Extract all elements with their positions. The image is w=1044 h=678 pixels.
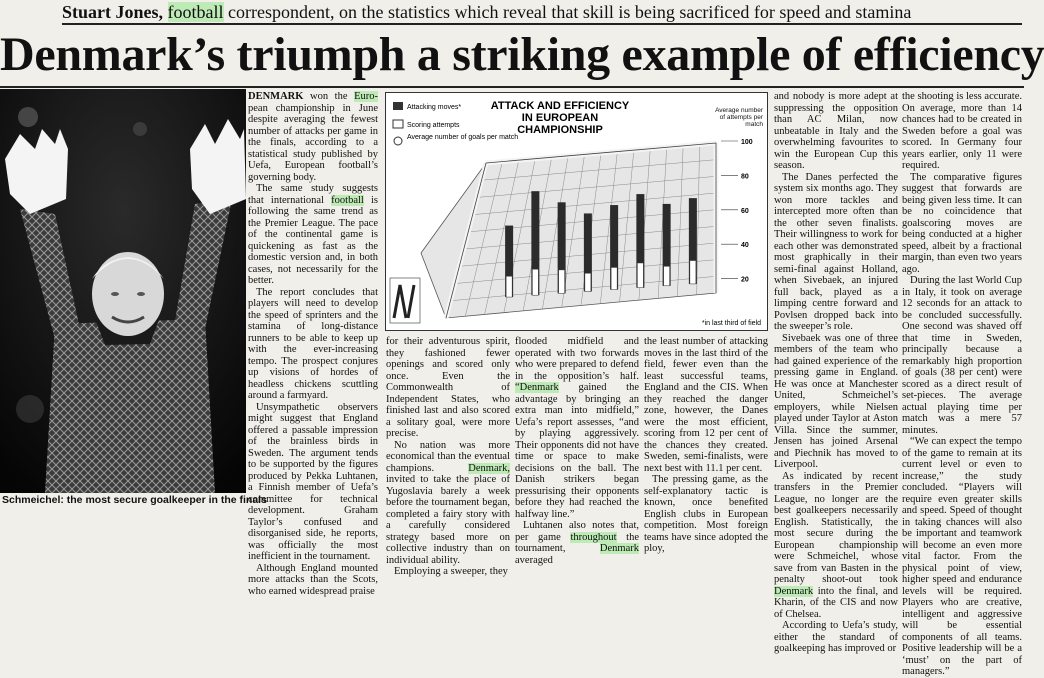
paragraph: During the last World Cup in Italy, it took on average 12 seconds for an attack to be concluded successfully. One second was shaved off that time in Sweden, principally because a remarkably high proportion of goals (38 per cent) were scored as a direct result of set-pieces. The average actual playing time per match was a mere 57 minutes.	[902, 275, 1022, 436]
paragraph	[774, 471, 898, 621]
highlight: “Denmark	[515, 382, 559, 393]
highlight: Denmark	[774, 585, 814, 597]
text-span: Luhtanen also notes that, per game	[515, 520, 639, 543]
paragraph: Sivebaek was one of three members of the team who had gained experience of the pressing game in England. He was once at Manchester United, Schmeichel’s employers, while Nielsen played under Taylor at Aston Villa. Since the summer, Jensen has joined Arsenal and Piechnik has moved to Liverpool.	[774, 332, 898, 470]
lead-word: DENMARK	[248, 91, 304, 102]
bar-scoring	[664, 266, 670, 286]
legend-label: Average number of goals per match	[407, 134, 519, 141]
legend-swatch-scoring	[393, 120, 403, 128]
tick-label: 60	[741, 207, 749, 215]
chart-title-line: CHAMPIONSHIP	[517, 124, 603, 136]
chart-footnote: *in last third of field	[701, 320, 761, 327]
paragraph: Employing a sweeper, they	[394, 566, 508, 577]
goalkeeper-photo	[0, 89, 246, 493]
euro-92-logo	[390, 278, 420, 323]
chart-title-line: ATTACK AND EFFICIENCY	[490, 100, 630, 112]
paragraph: and nobody is more adept at suppressing the opposition than AC Milan, now unbeatable in Italy and the overwhelming favourites to win the European Cup this season.	[774, 91, 898, 171]
headline-rule	[0, 86, 1024, 88]
paragraph	[248, 183, 378, 287]
chart-title-line: IN EUROPEAN	[521, 112, 599, 124]
tick-label: 20	[741, 276, 749, 284]
paragraph: The comparative figures suggest that forwards are being given less time. It can be no coincidence that goalscoring moves are being conducted at a higher speed, albeit by a fractional margin, than even two years ago.	[902, 171, 1022, 275]
legend-swatch-goals	[394, 137, 402, 145]
lead-highlight: Euro-	[354, 91, 378, 102]
goal-net	[421, 143, 716, 318]
bar-scoring	[506, 276, 512, 297]
text-span: The same study suggests that international	[248, 183, 378, 206]
paragraph: Unsympathetic observers might suggest that England offered a passable impression of the brainless birds in Sweden. The argument tends to be supported by the figures produced by Pekka Luhtanen, a Finnish member of Uefa’s committee for technical development. Graham Taylor’s confused and disorganised side, he reports, was officially the most inefficient in the tournament.	[248, 401, 378, 562]
paragraph: The pressing game, as the self-explanatory tactic is known, once benefited English clubs in European competition. Most foreign teams have since adopted the ploy,	[644, 474, 768, 554]
tick-label: 80	[741, 173, 749, 181]
axis-label: Average number of attempts per match	[715, 107, 763, 128]
text-span: the tournament,	[515, 531, 639, 554]
paragraph: Although England mounted more attacks than the Scots, who earned widespread praise	[248, 562, 378, 597]
bar-scoring	[532, 269, 538, 295]
bar-scoring	[559, 270, 565, 293]
article-column-1	[248, 91, 379, 597]
article-column-5	[774, 91, 898, 654]
text-span: invited to take the place of Yugoslavia barely a week before the tournament began, completed a fairy story with a carefully considered strategy based more on collective industry than on individual ability.	[386, 474, 510, 566]
text-span: flooded midfield and operated with two forwards who were prepared to defend in the opposition’s half.	[515, 336, 639, 382]
photo-caption: Schmeichel: the most secure goalkeeper in the finals	[2, 494, 267, 506]
paragraph: for their adventurous spirit, they fashioned fewer openings and scored only once. Even the Commonwealth of Independent States, who finished last and also scored a solitary goal, were more precise.	[386, 336, 510, 439]
tick-label: 40	[741, 242, 749, 250]
paragraph: According to Uefa’s study, either the standard of goalkeeping has improved or	[774, 620, 898, 654]
text-span: gained the advantage by bringing an extra man into midfield,” Uefa’s report assesses, “and by playing aggressively. Their opponents did not have time or space to make decisions on the ball. The Danish strikers began pressurising their opponents before they had reached the halfway line.”	[515, 382, 639, 520]
tick-label: 100	[741, 139, 753, 146]
text-span: is following the same trend as the Premier League. The pace of the continental game is quickening as fast as the domestic version and, in both cases, not necessarily for the better.	[248, 194, 379, 286]
byline-name: Stuart Jones,	[62, 2, 164, 22]
legend-label: Attacking moves*	[407, 104, 462, 111]
highlight: throughout	[570, 531, 617, 543]
text-span: into the final, and Kharin, of the CIS and now of Chelsea.	[774, 585, 898, 620]
kicker-line	[62, 1, 1022, 25]
paragraph: “We can expect the tempo of the game to remain at its current level or even to increase,” the study concluded. “Players will require even greater skills and speed. Speed of thought in taking chances will also be important and teamwork will become an even more vital factor. From the physical point of view, higher speed and endurance levels will be required. Players who are creative, intelligent and aggressive will be essential components of all teams. Positive leadership will be a ‘must’ on the part of managers.”	[902, 436, 1022, 677]
paragraph	[386, 440, 510, 567]
bar-scoring	[637, 263, 643, 288]
paragraph: the shooting is less accurate. On average, more than 14 chances had to be created in Sweden before a goal was scored. In Germany four years earlier, only 11 were required.	[902, 91, 1022, 171]
legend-swatch-attacking	[393, 102, 403, 110]
lead-mid: won the	[310, 91, 348, 102]
article-column-3	[515, 336, 639, 566]
article-column-2	[386, 336, 510, 577]
paragraph: The Danes perfected the system six months ago. They won more tackles and intercepted more often than the other seven finalists. Their willingness to work for each other was demonstrated most graphically in their semi-final against Holland, when Sivebaek, an injured full back, played as a limping centre forward and Povlsen dropped back into the sweeper’s role.	[774, 171, 898, 332]
lead-paragraph	[248, 91, 378, 183]
text-span: averaged	[515, 554, 553, 566]
bar-scoring	[690, 261, 696, 284]
legend-label: Scoring attempts	[407, 122, 460, 129]
article-column-4	[644, 336, 768, 554]
paragraph	[515, 520, 639, 566]
paragraph: The report concludes that players will need to develop the speed of sprinters and the stamina of long-distance runners to be able to keep up with the ever-increasing tempo. The prospect conjures up visions of hordes of headless chickens scuttling around a farmyard.	[248, 286, 378, 401]
highlight: Denmark,	[468, 462, 510, 474]
bar-scoring	[585, 273, 591, 291]
kicker-highlight: football	[167, 2, 224, 22]
text-span: No nation was more economical than the eventual champions.	[386, 439, 510, 474]
text-span: As indicated by recent transfers in the Premier League, no longer are the best goalkeepers necessarily English. Statistically, the most secure during the European championship were Schmeichel, whose save from van Basten in the penalty shoot-out took	[774, 470, 898, 585]
lead-rest: pean championship in June despite averaging the fewest number of attacks per game in the finals, according to a statistical study published by Uefa, European football’s governing body.	[248, 102, 378, 183]
infographic	[385, 92, 768, 331]
highlight: Denmark	[599, 543, 639, 554]
highlight: football	[331, 194, 364, 206]
paragraph: the least number of attacking moves in the last third of the field, fewer even than the least successful teams, England and the CIS. When they reached the danger zone, however, the Danes were the most efficient, scoring from 12 per cent of the chances they created. Sweden, semi-finalists, were next best with 11.1 per cent.	[644, 336, 768, 474]
article-column-6	[902, 91, 1022, 677]
paragraph	[515, 336, 639, 520]
kicker-text: correspondent, on the statistics which reveal that skill is being sacrificed for speed and stamina	[228, 2, 912, 22]
bar-scoring	[611, 267, 617, 289]
headline: Denmark’s triumph a striking example of efficiency	[0, 28, 1044, 81]
